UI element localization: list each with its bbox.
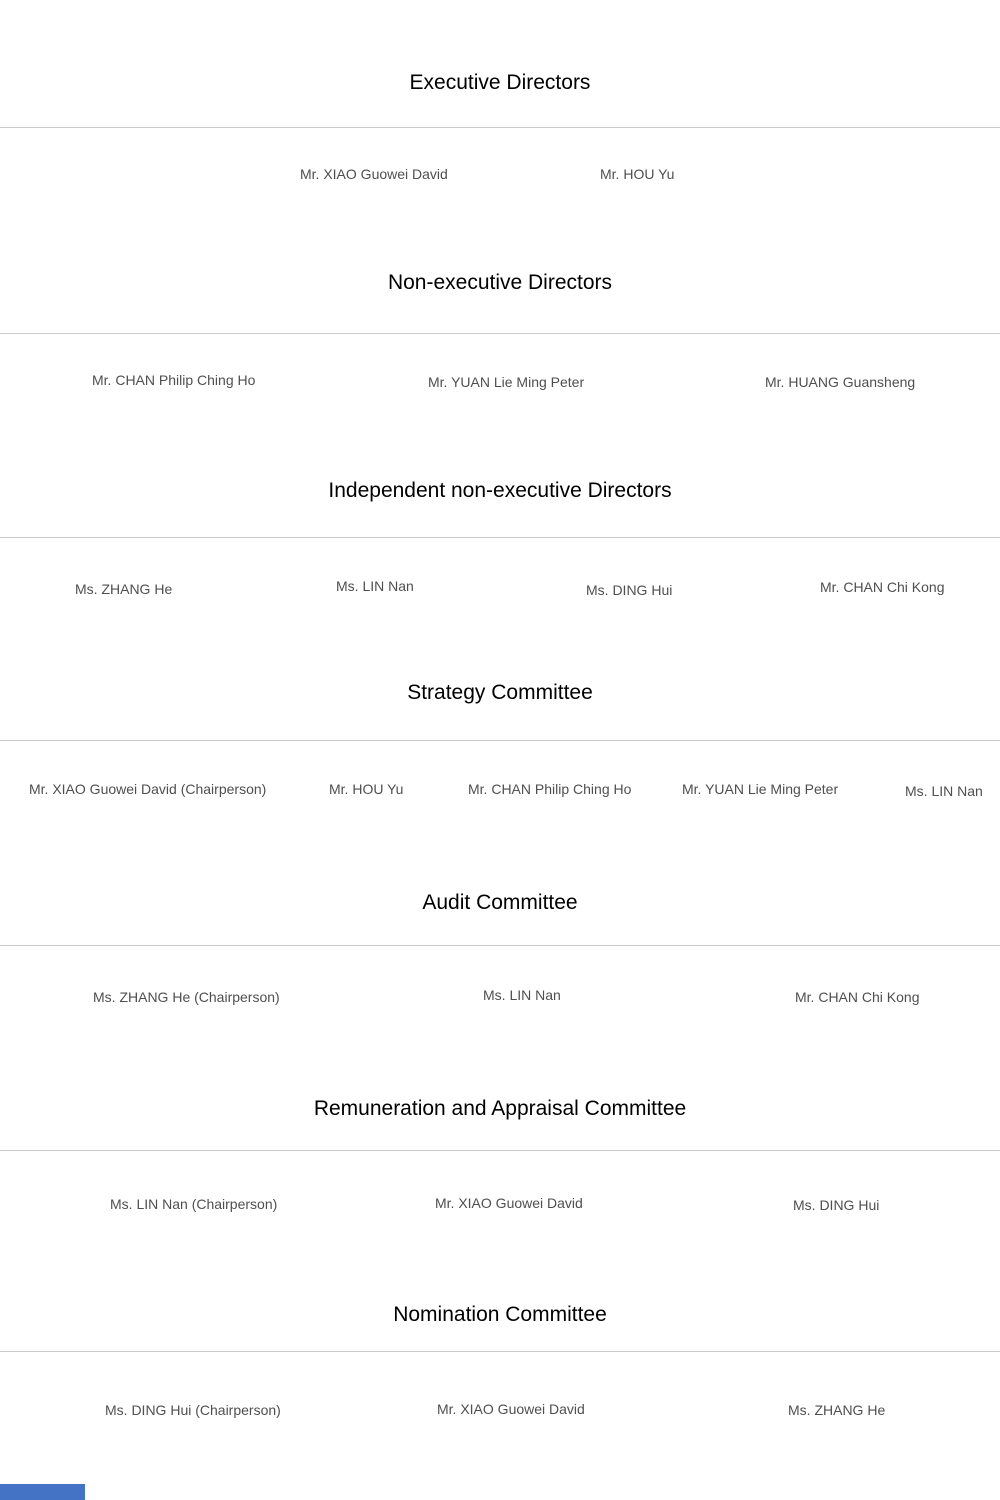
- member-name: Mr. XIAO Guowei David (Chairperson): [29, 781, 267, 797]
- section-divider: [0, 740, 1000, 741]
- member-name: Mr. CHAN Chi Kong: [795, 989, 920, 1005]
- section-divider: [0, 537, 1000, 538]
- member-name: Mr. YUAN Lie Ming Peter: [428, 374, 585, 390]
- member-name: Mr. XIAO Guowei David: [437, 1401, 585, 1417]
- member-name: Ms. DING Hui: [586, 582, 673, 598]
- member-name: Mr. HOU Yu: [600, 166, 675, 182]
- member-name: Mr. CHAN Philip Ching Ho: [468, 781, 632, 797]
- section-title-independent-non-executive-directors: Independent non-executive Directors: [328, 479, 672, 502]
- member-name: Ms. DING Hui (Chairperson): [105, 1402, 281, 1418]
- member-name: Ms. LIN Nan (Chairperson): [110, 1196, 278, 1212]
- section-divider: [0, 1351, 1000, 1352]
- member-name: Ms. DING Hui: [793, 1197, 880, 1213]
- member-name: Mr. CHAN Chi Kong: [820, 579, 945, 595]
- section-title-executive-directors: Executive Directors: [409, 71, 591, 94]
- section-divider: [0, 127, 1000, 128]
- section-title-remuneration-and-appraisal-committee: Remuneration and Appraisal Committee: [313, 1097, 687, 1120]
- member-name: Ms. LIN Nan: [905, 783, 983, 799]
- section-divider: [0, 1150, 1000, 1151]
- member-name: Mr. CHAN Philip Ching Ho: [92, 372, 256, 388]
- member-name: Mr. XIAO Guowei David: [435, 1195, 583, 1211]
- member-name: Ms. ZHANG He (Chairperson): [93, 989, 280, 1005]
- section-title-audit-committee: Audit Committee: [422, 891, 578, 914]
- member-name: Ms. LIN Nan: [483, 987, 561, 1003]
- member-name: Mr. HUANG Guansheng: [765, 374, 916, 390]
- section-title-strategy-committee: Strategy Committee: [407, 681, 593, 704]
- member-name: Mr. HOU Yu: [329, 781, 404, 797]
- member-name: Mr. XIAO Guowei David: [300, 166, 448, 182]
- section-divider: [0, 945, 1000, 946]
- section-title-nomination-committee: Nomination Committee: [393, 1303, 607, 1326]
- member-name: Ms. LIN Nan: [336, 578, 414, 594]
- member-name: Mr. YUAN Lie Ming Peter: [682, 781, 839, 797]
- member-name: Ms. ZHANG He: [75, 581, 173, 597]
- member-name: Ms. ZHANG He: [788, 1402, 886, 1418]
- bottom-blue-bar: [0, 1484, 85, 1500]
- section-divider: [0, 333, 1000, 334]
- section-title-non-executive-directors: Non-executive Directors: [387, 271, 613, 294]
